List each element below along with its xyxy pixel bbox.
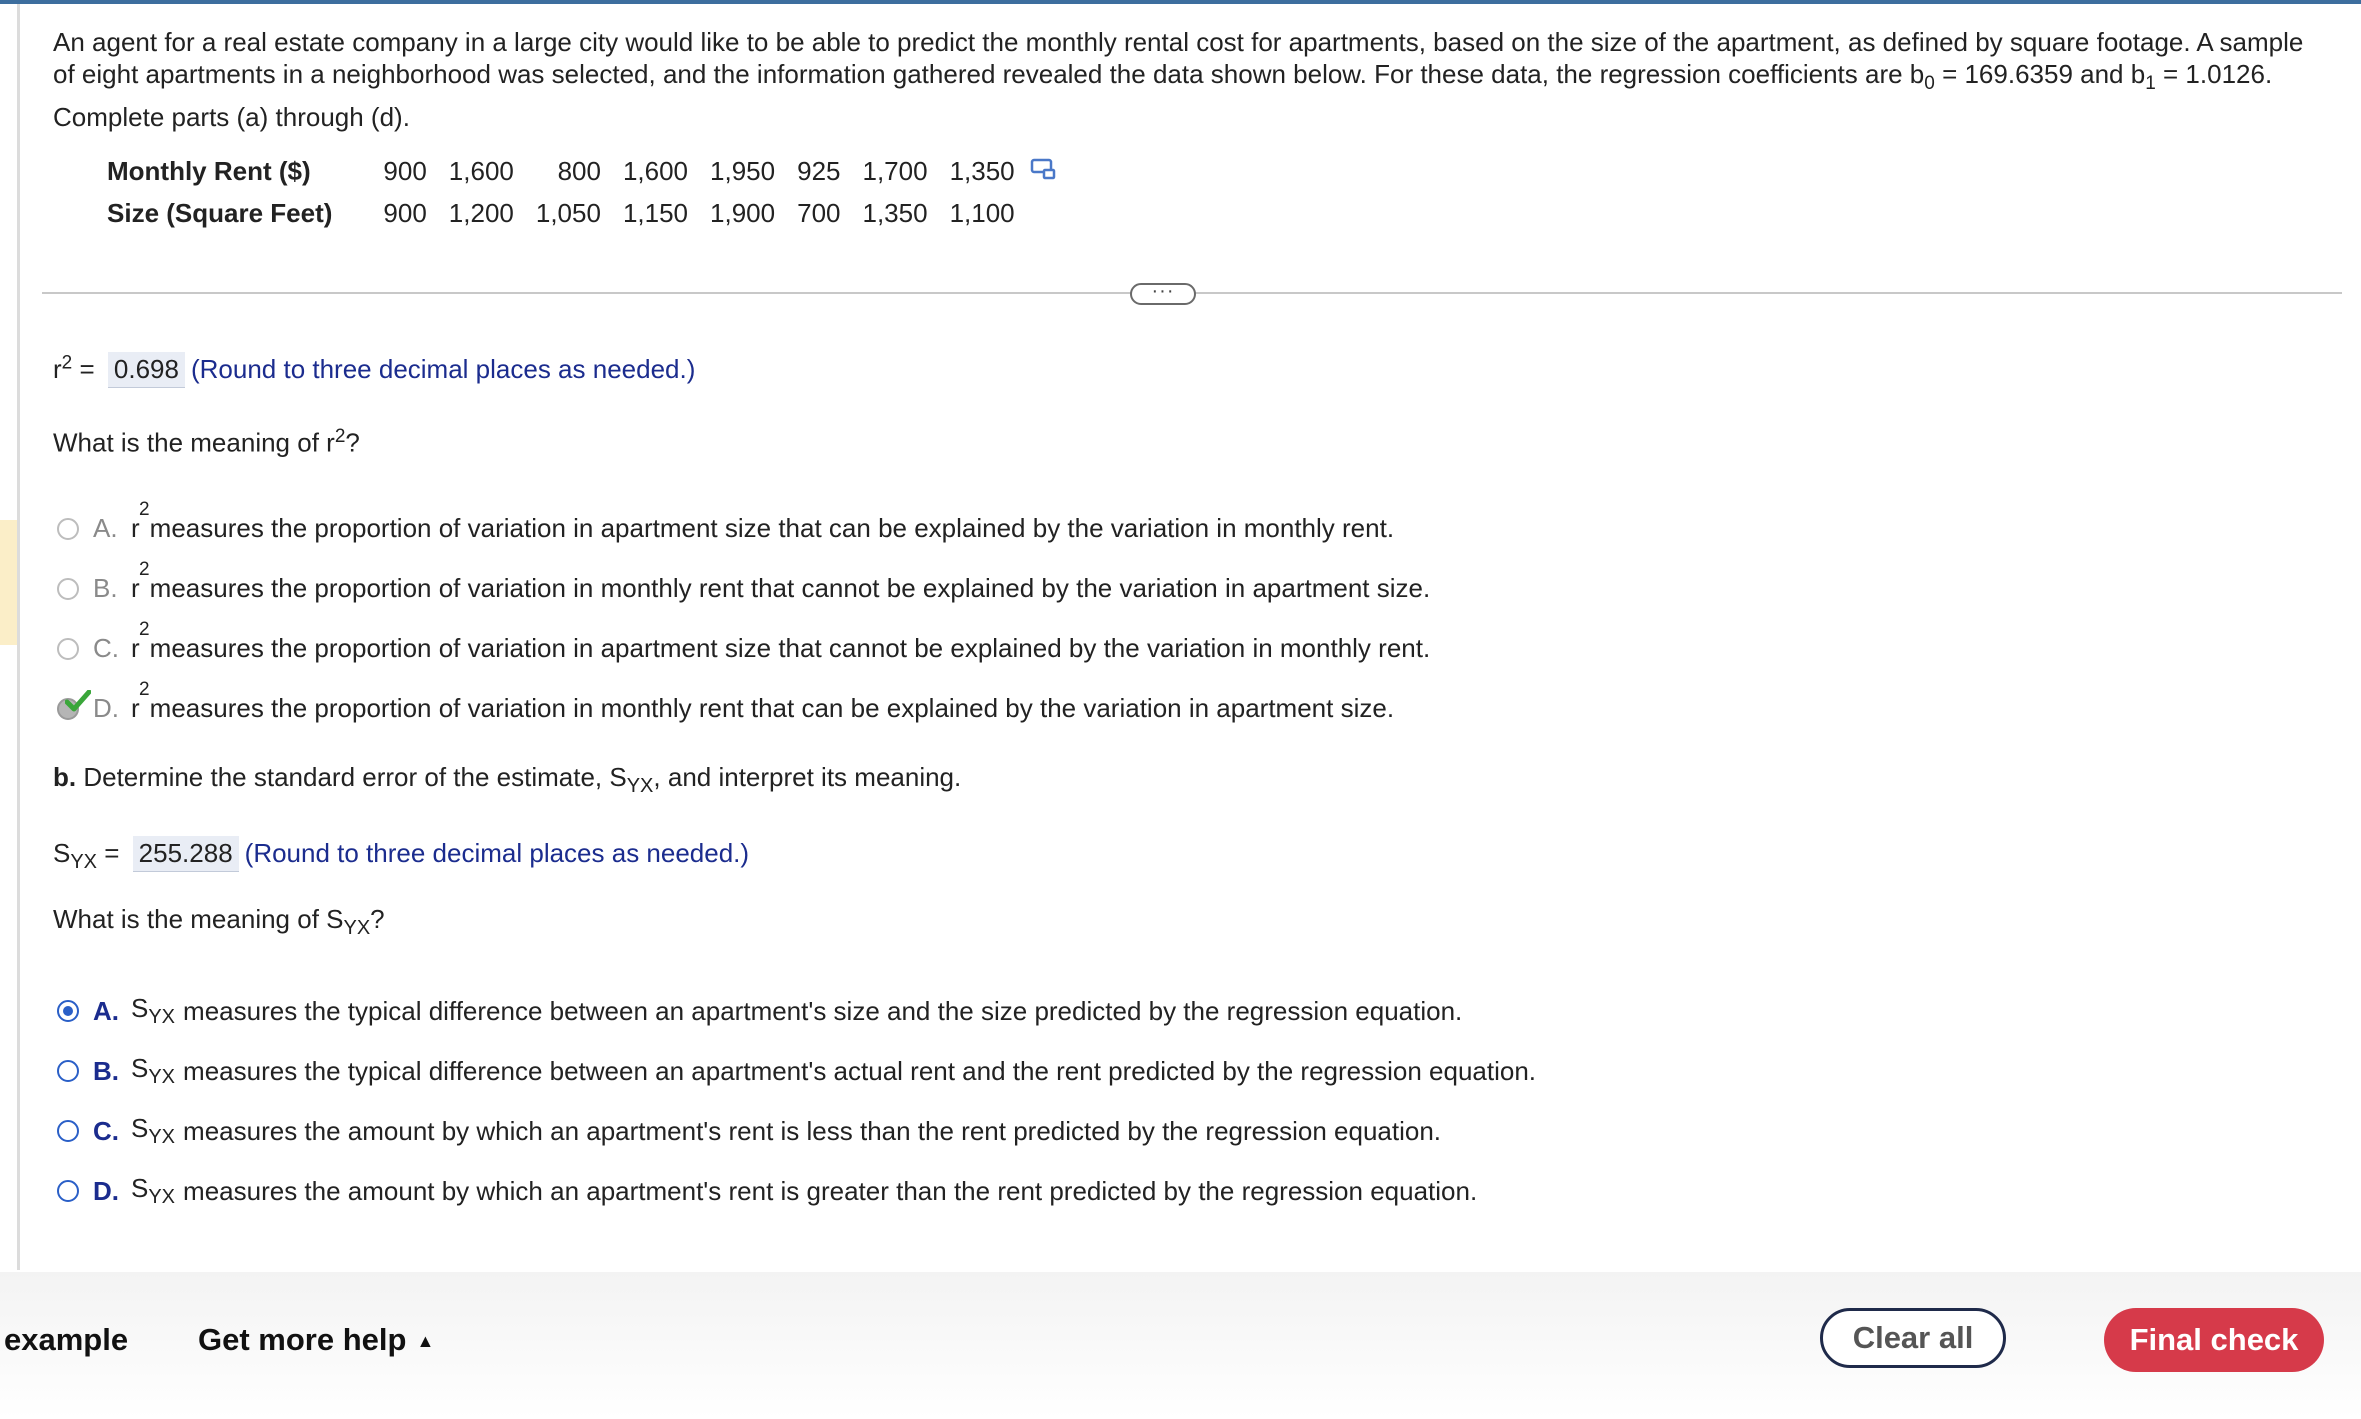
view-example-link[interactable]: example — [4, 1322, 129, 1357]
left-rule — [17, 4, 20, 1270]
table-row — [103, 150, 1067, 192]
syx-option-c[interactable]: C. $S_{YX}$ measures the amount by which an apartment's rent is less than the rent predicted by the regression equation. — [57, 1113, 1441, 1149]
r2-option-c[interactable]: C. r 2 measures the proportion of variation in apartment size that cannot be explained by the variation in monthly rent. — [57, 633, 1430, 664]
r2-option-b[interactable]: B. r 2 measures the proportion of variation in monthly rent that cannot be explained by the variation in apartment size. — [57, 573, 1430, 604]
expand-more-button[interactable]: ··· — [1130, 283, 1196, 305]
syx-meaning-question: What is the meaning of $S_{YX}$? — [53, 904, 385, 940]
table-cell: 900 — [383, 155, 427, 186]
table-cell: 1,150 — [622, 197, 689, 228]
table-cell: 1,350 — [949, 155, 1015, 186]
final-check-button[interactable]: Final check — [2104, 1308, 2324, 1372]
table-cell: 700 — [797, 197, 841, 228]
part-b-heading: b. Determine the standard error of the estimate, $S_{YX}$, and interpret its meaning. — [53, 762, 962, 798]
r2-answer-line: $r^2 = 0.698$ (Round to three decimal places as needed.) — [53, 352, 695, 388]
syx-option-a[interactable]: A. $S_{YX}$ measures the typical difference between an apartment's size and the size predicted by the regression equation. — [57, 993, 1462, 1029]
instruction: Complete parts (a) through (d). — [53, 102, 410, 132]
radio-button-correct[interactable] — [57, 698, 79, 720]
syx-option-b[interactable]: B. $S_{YX}$ measures the typical difference between an apartment's actual rent and the rent predicted by the regression equation. — [57, 1053, 1536, 1089]
radio-button-selected[interactable] — [57, 1000, 79, 1022]
table-cell: 1,200 — [448, 197, 514, 228]
incorrect-highlight-strip — [0, 520, 17, 645]
row-header: Monthly Rent ($) — [107, 155, 311, 186]
r2-option-a[interactable]: A. r 2 measures the proportion of variation in apartment size that can be explained by the variation in monthly rent. — [57, 513, 1394, 544]
get-more-help-button[interactable]: Get more help ▲ — [198, 1322, 435, 1357]
table-cell: 900 — [383, 197, 427, 228]
table-cell: 1,900 — [710, 197, 776, 228]
radio-button[interactable] — [57, 518, 79, 540]
data-table — [103, 150, 1067, 234]
top-accent-bar — [0, 0, 2361, 4]
table-row — [103, 192, 1067, 234]
table-cell: 800 — [557, 155, 601, 186]
syx-answer-box[interactable]: 255.288 — [133, 836, 239, 872]
clear-all-button[interactable]: Clear all — [1820, 1308, 2006, 1368]
table-cell: 1,050 — [535, 197, 601, 228]
table-cell: 1,350 — [862, 197, 928, 228]
r2-answer-box[interactable]: 0.698 — [108, 352, 185, 388]
radio-button[interactable] — [57, 1180, 79, 1202]
check-mark-icon — [65, 690, 91, 714]
table-cell: 1,100 — [949, 197, 1015, 228]
r2-meaning-question: What is the meaning of $r^2$? — [53, 426, 360, 458]
table-cell: 1,700 — [862, 155, 928, 186]
rounding-hint: (Round to three decimal places as needed.) — [244, 838, 750, 868]
table-cell: 1,950 — [710, 155, 776, 186]
r2-option-d[interactable]: D. r 2 measures the proportion of variation in monthly rent that can be explained by the variation in apartment size. — [57, 693, 1394, 724]
table-cell: 1,600 — [622, 155, 689, 186]
radio-button[interactable] — [57, 1120, 79, 1142]
row-header: Size (Square Feet) — [107, 197, 333, 228]
table-cell: 1,600 — [448, 155, 514, 186]
caret-up-icon: ▲ — [416, 1331, 435, 1352]
problem-statement: An agent for a real estate company in a large city would like to be able to predict the monthly rental cost for apartments, based on the size of the apartment, as defined by square footage. A sample of eight apartments in a neighborhood was selected, and the information gathered revealed the data shown below. For these data, the regression coefficients are $b_0 = 169.6359$ and $b_1 = 1.0126$. — [53, 27, 2304, 95]
radio-button[interactable] — [57, 578, 79, 600]
rounding-hint: (Round to three decimal places as needed.) — [190, 354, 696, 384]
syx-answer-line: $S_{YX} = 255.288$ (Round to three decimal places as needed.) — [53, 838, 750, 874]
table-cell: 925 — [797, 155, 841, 186]
copy-data-icon[interactable] — [1030, 156, 1056, 187]
radio-button[interactable] — [57, 1060, 79, 1082]
radio-button[interactable] — [57, 638, 79, 660]
syx-option-d[interactable]: D. $S_{YX}$ measures the amount by which an apartment's rent is greater than the rent predicted by the regression equation. — [57, 1173, 1477, 1209]
